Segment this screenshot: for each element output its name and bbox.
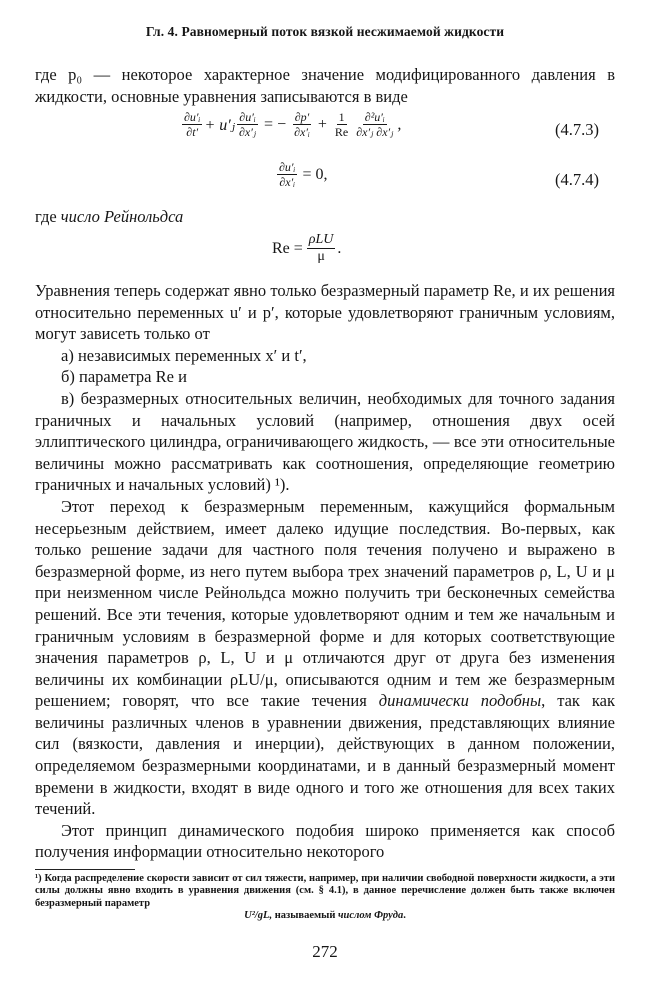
list-item-a: а) независимых переменных x′ и t′,: [61, 345, 307, 365]
body-text: [35, 280, 615, 863]
equation-number: (4.7.4): [555, 170, 599, 189]
froude-formula: U²/gL,: [244, 910, 273, 922]
reynolds-period: .: [337, 239, 342, 257]
frac-div-u: [277, 160, 297, 189]
frac-numerator: ∂u′ᵢ: [279, 160, 296, 174]
paragraph-2: [35, 496, 615, 820]
footnote-connector: называемый: [272, 910, 339, 922]
frac-du-dx: [237, 110, 258, 139]
paragraph-2-part-1: Этот переход к безразмерным переменным, кажущийся формальным несерьезным действием, имеет далеко идущие последствия. Во-первых, как только решение задачи для частного поля течения получено и выражено в безразмерной форме, из него путем выбора трех значений параметров ρ, L, U и μ при неизменном числе Рейнольдса можно получить три бесконечных семейства решений. Все эти течения, которые удовлетворяют одним и тем же начальным и граничным условиям в безразмерной форме и для которых соответствующие значения параметров ρ, L, U и μ отличаются друг от друга без изменения величины их комбинации ρLU/μ, описываются одним и тем же безразмерным решением; говорят, что все такие течения: [35, 496, 615, 711]
footnote-text: ¹) Когда распределение скорости зависит от сил тяжести, например, при наличии свободной поверхности жидкости, а эти силы должны явно входить в уравнения движения (см. § 4.1), в данное перечисление должен быть также включен безразмерный параметр: [35, 873, 615, 909]
frac-denominator: ∂t′: [186, 125, 199, 139]
reynolds-term: число Рейнольдса: [60, 207, 184, 226]
convective-coef: + u′ⱼ: [204, 116, 235, 134]
frac-denominator: Re: [334, 125, 349, 139]
frac-denominator: ∂x′ᵢ: [294, 125, 310, 139]
list-item-c: в) безразмерных относительных величин, необходимых для точного задания граничных и начальных условий (например, отношения двух осей эллиптического цилиндра, ограничивающего жидкость, — все эти относительные величины можно рассматривать как соотношения, определяющие геометрию граничных и начальных условий) ¹).: [35, 388, 615, 495]
page-number: 272: [312, 942, 338, 961]
reynolds-definition: [35, 232, 615, 272]
intro-paragraph: [35, 64, 615, 107]
running-head: Гл. 4. Равномерный поток вязкой несжимаемой жидкости: [145, 24, 505, 39]
frac-reynolds: [307, 232, 336, 265]
frac-one-over-re: [333, 110, 350, 139]
frac-denominator: ∂x′ᵢ: [279, 175, 296, 189]
froude-term: числом Фруда: [338, 910, 404, 922]
equation-comma: ,: [397, 115, 402, 133]
frac-numerator: ∂²u′ᵢ: [364, 110, 385, 124]
frac-du-dt: [182, 110, 202, 139]
footnote-end: .: [403, 910, 406, 922]
footnote: [35, 873, 615, 923]
frac-denominator: ∂x′ⱼ ∂x′ⱼ: [356, 125, 394, 139]
equation-4-7-4: [35, 160, 615, 202]
where-line: [35, 206, 615, 228]
footnote-divider: [35, 869, 135, 870]
frac-dp-dx: [292, 110, 312, 139]
frac-numerator: ρLU: [308, 232, 334, 247]
plus-sign: +: [317, 115, 327, 133]
equation-rhs: = 0,: [302, 165, 328, 183]
equals-sign: = −: [264, 115, 287, 133]
equation-4-7-3: [35, 110, 615, 152]
equation-4-7-4-body: [275, 160, 331, 189]
paragraph-1: Уравнения теперь содержат явно только безразмерный параметр Re, и их решения относительно переменных u′ и p′, которые удовлетворяют граничным условиям, могут зависеть только от: [35, 281, 615, 344]
where-prefix: где: [35, 207, 61, 226]
equation-number: (4.7.3): [555, 120, 599, 139]
reynolds-lhs: Re =: [272, 239, 303, 257]
equation-4-7-3-body: [180, 110, 401, 139]
frac-denominator: ∂x′ⱼ: [238, 125, 257, 139]
paragraph-3: Этот принцип динамического подобия широко применяется как способ получения информации относительно некоторого: [35, 820, 615, 862]
intro-text: где p₀ — некоторое характерное значение модифицированного давления в жидкости, основные уравнения записываются в виде: [35, 65, 615, 106]
frac-numerator: ∂p′: [294, 110, 310, 124]
frac-numerator: ∂u′ᵢ: [184, 110, 201, 124]
frac-numerator: ∂u′ᵢ: [239, 110, 256, 124]
frac-numerator: 1: [338, 110, 345, 124]
reynolds-body: [272, 232, 341, 265]
frac-denominator: μ: [317, 249, 325, 264]
list-item-b: б) параметра Re и: [61, 367, 187, 387]
paragraph-2-part-2: , так как величины различных членов в уравнении движения, представляющих влияние сил (вязкости, давления и инерции), действующих в данном положении, определяемом безразмерными координатами, и в данный безразмерный момент времени в жидкости, входят в виде одного и того же отношения для всех таких течений.: [35, 691, 616, 819]
footnote-last-line: [35, 910, 615, 922]
frac-laplacian: [354, 110, 395, 139]
dynamic-similarity-term: динамически подобны: [378, 691, 542, 711]
